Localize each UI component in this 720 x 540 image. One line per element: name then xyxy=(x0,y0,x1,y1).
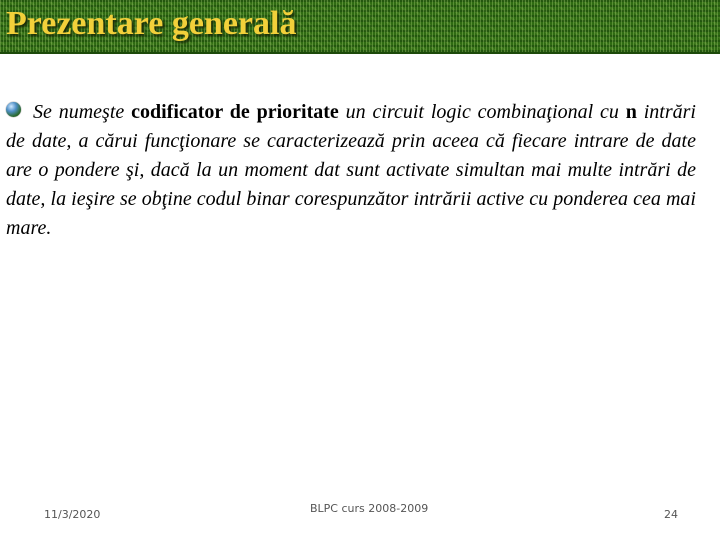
body-text-2: un circuit logic combinaţional cu xyxy=(338,101,626,123)
footer-date: 11/3/2020 xyxy=(44,508,101,521)
sphere-bullet-icon xyxy=(6,102,21,117)
page-number: 24 xyxy=(664,508,678,521)
slide-title: Prezentare generală xyxy=(6,5,297,42)
variable-n: n xyxy=(625,101,637,123)
footer-course: BLPC curs 2008-2009 xyxy=(310,502,429,515)
term-highlight: codificator de prioritate xyxy=(131,101,339,123)
slide-body xyxy=(6,98,696,243)
title-bar xyxy=(0,0,720,54)
body-text-1: Se numeşte xyxy=(33,101,132,123)
body-text-3: intrări de date, a cărui funcţionare se caracterizează prin aceea că fiecare intrare de date are o pondere şi, dacă la un moment dat sunt activate simultan mai multe intrări de date, la ieşire se obţine codul binar corespunzător intrării active cu ponderea cea mai mare. xyxy=(6,101,696,239)
